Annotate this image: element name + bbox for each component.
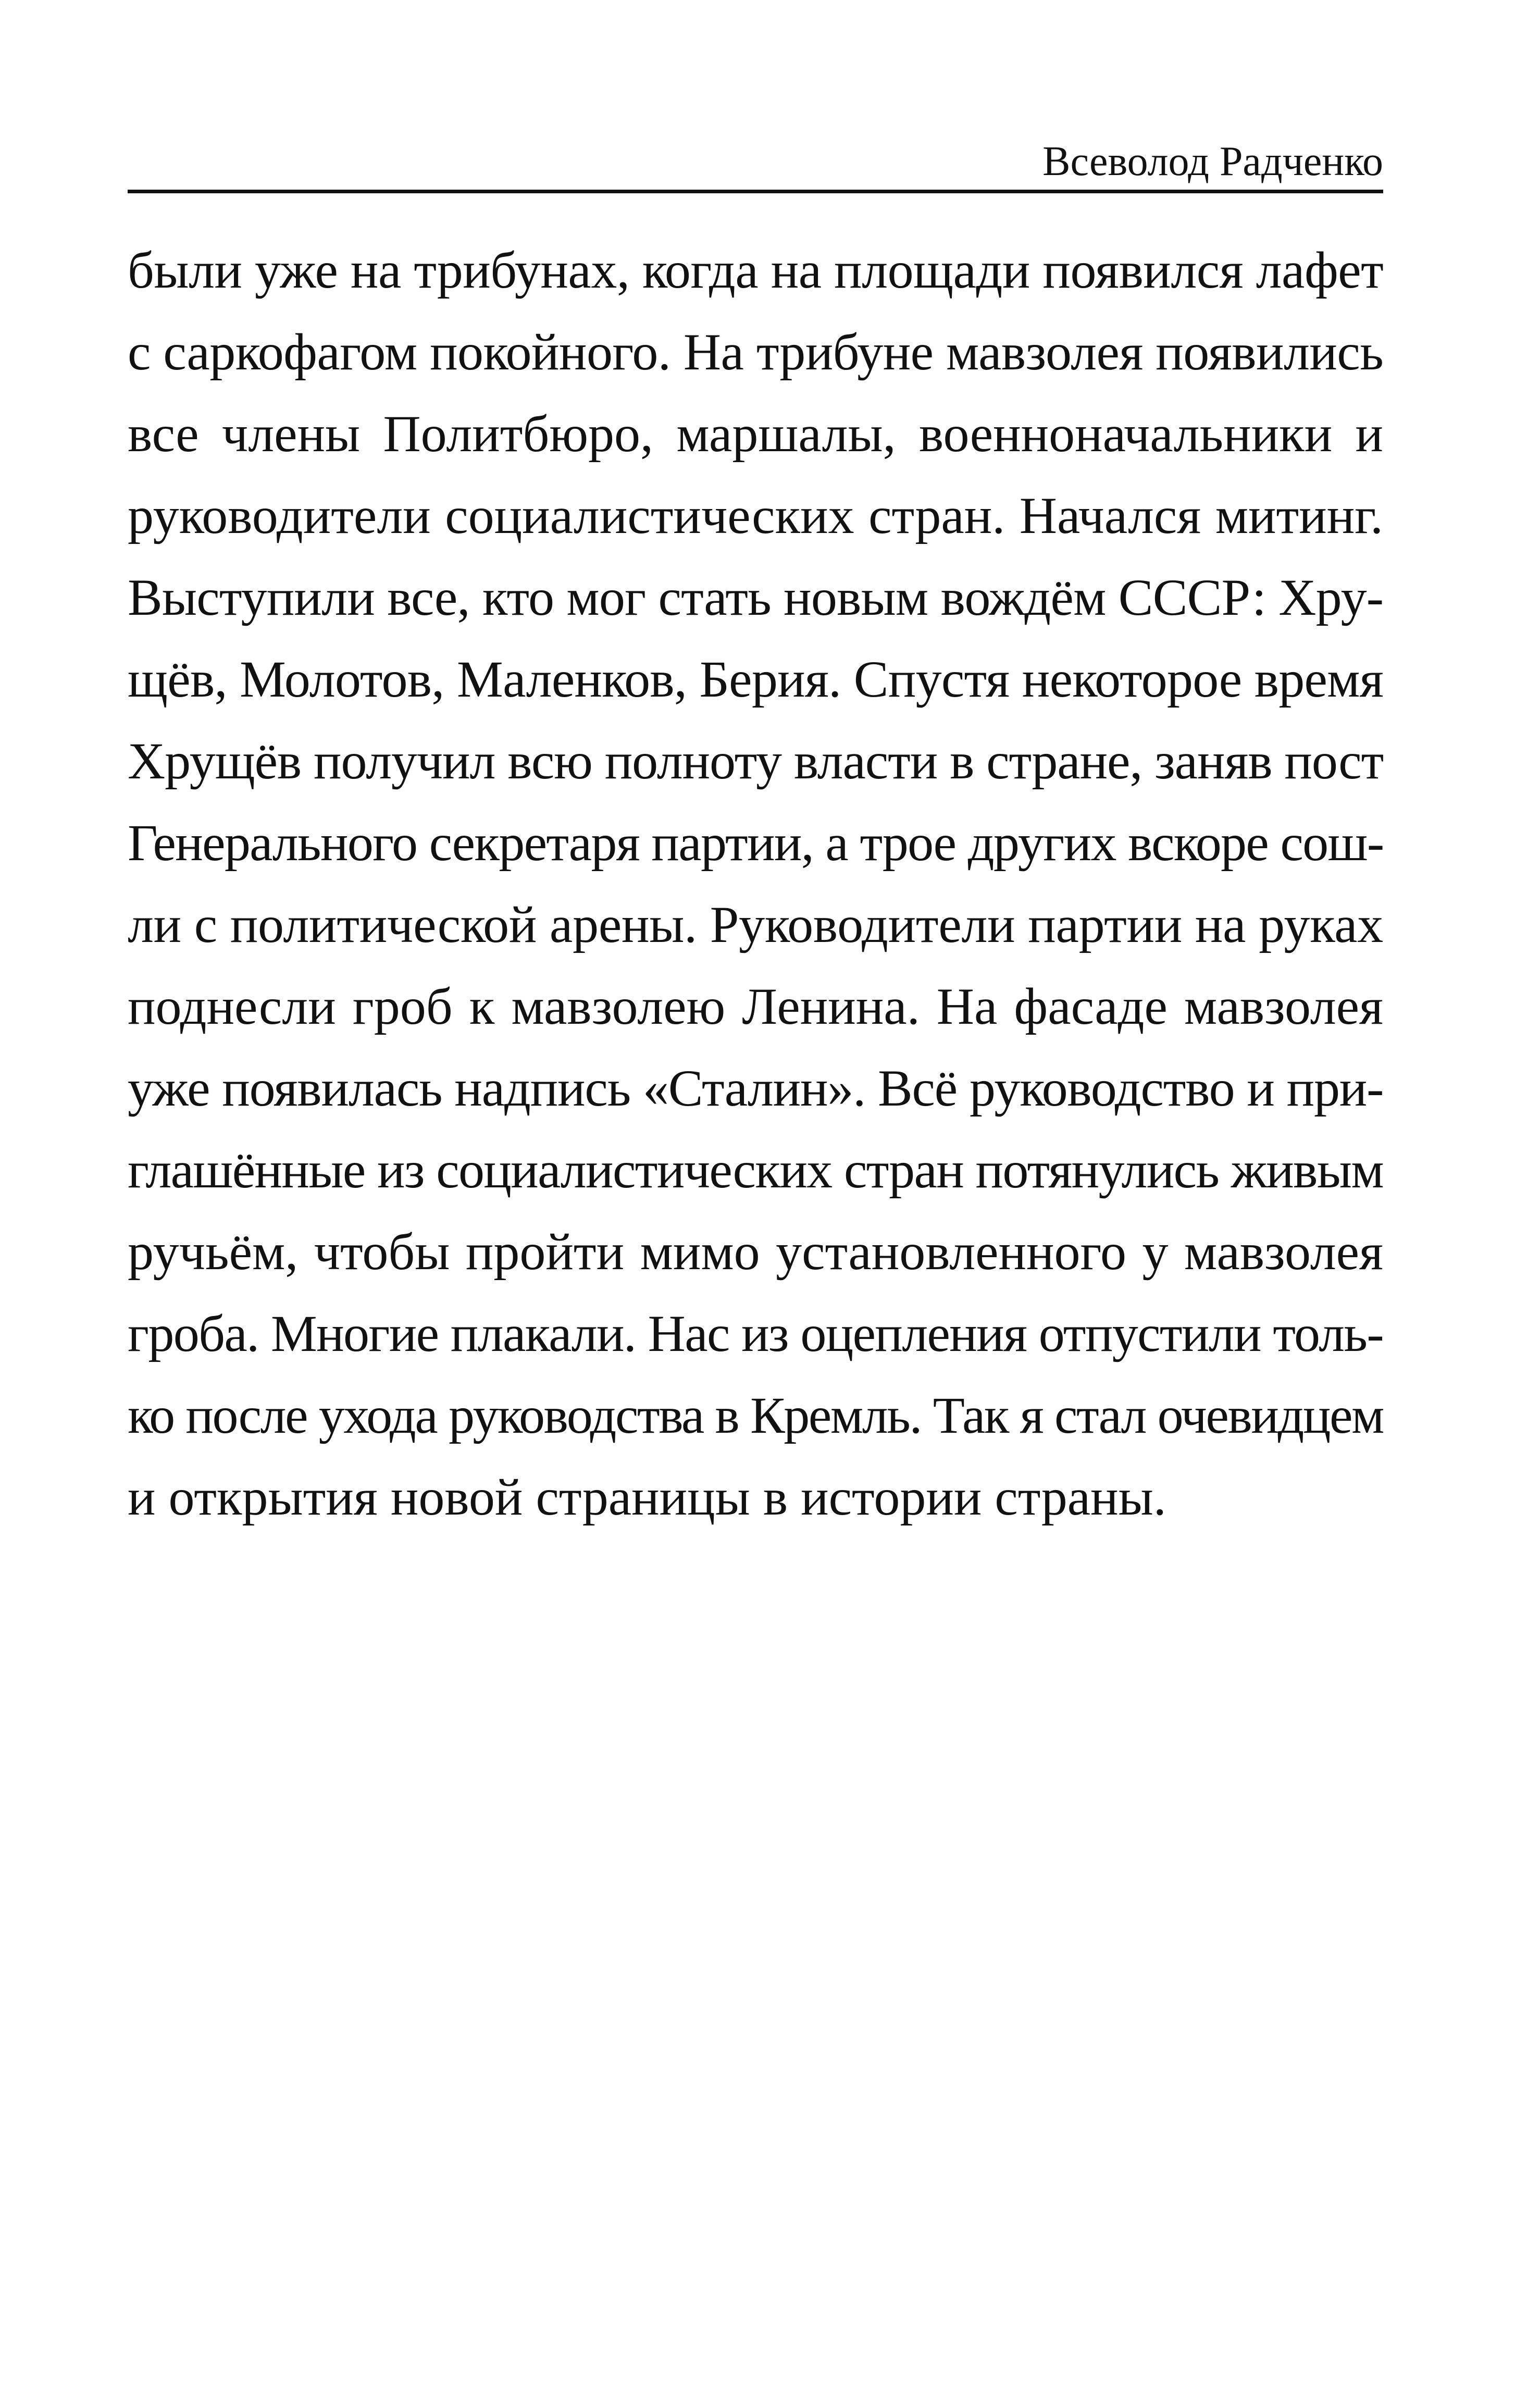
text-line: с саркофагом покойного. На трибуне мавзолея появились	[128, 323, 1384, 381]
text-line: ко после ухода руководства в Кремль. Так я стал очевидцем	[128, 1386, 1383, 1444]
text-line: Выступили все, кто мог стать новым вождём СССР: Хру-	[128, 568, 1384, 626]
header-rule	[128, 190, 1383, 193]
body-paragraph	[128, 229, 1383, 1538]
text-line: щёв, Молотов, Маленков, Берия. Спустя некоторое время	[128, 650, 1383, 708]
text-line: гроба. Многие плакали. Нас из оцепления отпустили толь-	[128, 1305, 1383, 1362]
text-line: Хрущёв получил всю полноту власти в стране, заняв пост	[128, 732, 1384, 790]
text-line: руководители социалистических стран. Начался митинг.	[128, 487, 1383, 544]
text-line: ли с политической арены. Руководители партии на руках	[128, 896, 1383, 953]
text-line: глашённые из социалистических стран потянулись живым	[128, 1141, 1383, 1199]
text-line: Генерального секретаря партии, а трое других вскоре сош-	[128, 814, 1384, 872]
text-line: ручьём, чтобы пройти мимо установленного у мавзолея	[128, 1223, 1383, 1281]
running-header: Всеволод Радченко	[1042, 139, 1383, 184]
text-line: уже появилась надпись «Сталин». Всё руководство и при-	[128, 1059, 1384, 1117]
text-line: все члены Политбюро, маршалы, военноначальники и	[128, 405, 1383, 463]
text-line: поднесли гроб к мавзолею Ленина. На фасаде мавзолея	[128, 977, 1383, 1035]
text-line: были уже на трибунах, когда на площади появился лафет	[128, 241, 1384, 299]
text-line: и открытия новой страницы в истории страны.	[128, 1468, 1166, 1526]
